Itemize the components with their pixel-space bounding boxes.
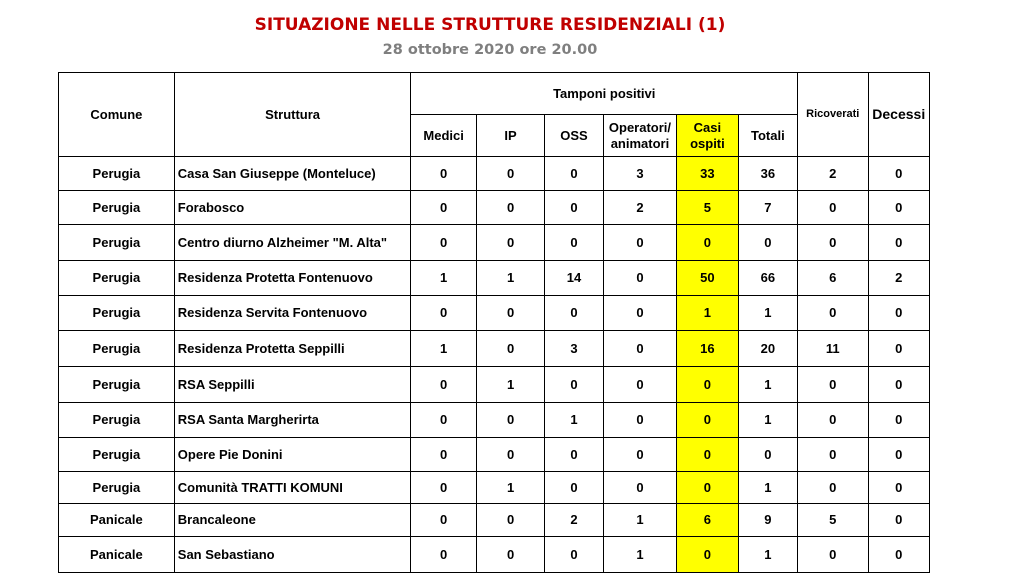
cell-casi: 0 — [677, 438, 738, 472]
cell-oss: 2 — [545, 504, 603, 537]
cell-comune: Perugia — [59, 331, 175, 367]
cell-oss: 0 — [545, 191, 603, 225]
header-ip: IP — [476, 115, 544, 157]
cell-totali: 20 — [738, 331, 797, 367]
cell-struttura: Forabosco — [174, 191, 411, 225]
cell-decessi: 2 — [868, 261, 929, 296]
cell-casi: 0 — [677, 472, 738, 504]
cell-oss: 3 — [545, 331, 603, 367]
cell-totali: 0 — [738, 225, 797, 261]
header-operatori-line1: Operatori/ — [608, 119, 672, 135]
cell-operatori: 1 — [603, 537, 677, 573]
cell-struttura: Residenza Protetta Seppilli — [174, 331, 411, 367]
cell-oss: 0 — [545, 157, 603, 191]
cell-ricoverati: 0 — [798, 403, 868, 438]
cell-totali: 1 — [738, 367, 797, 403]
residential-structures-table — [58, 72, 930, 573]
page-title: SITUAZIONE NELLE STRUTTURE RESIDENZIALI (1) — [254, 15, 726, 35]
cell-operatori: 0 — [603, 367, 677, 403]
cell-comune: Panicale — [59, 504, 175, 537]
table-row — [59, 472, 930, 504]
cell-operatori: 0 — [603, 261, 677, 296]
cell-casi: 0 — [677, 367, 738, 403]
table-row — [59, 191, 930, 225]
cell-decessi: 0 — [868, 537, 929, 573]
cell-medici: 1 — [411, 261, 476, 296]
cell-oss: 14 — [545, 261, 603, 296]
cell-ricoverati: 0 — [798, 296, 868, 331]
cell-ip: 0 — [476, 438, 544, 472]
cell-struttura: RSA Santa Margherirta — [174, 403, 411, 438]
cell-ricoverati: 0 — [798, 537, 868, 573]
cell-comune: Panicale — [59, 537, 175, 573]
cell-medici: 0 — [411, 504, 476, 537]
header-operatori-line2: animatori — [610, 135, 670, 151]
cell-comune: Perugia — [59, 191, 175, 225]
cell-operatori: 0 — [603, 225, 677, 261]
cell-medici: 0 — [411, 191, 476, 225]
cell-comune: Perugia — [59, 438, 175, 472]
cell-totali: 7 — [738, 191, 797, 225]
cell-operatori: 0 — [603, 472, 677, 504]
cell-casi: 1 — [677, 296, 738, 331]
cell-casi: 50 — [677, 261, 738, 296]
table-row — [59, 261, 930, 296]
table-row — [59, 403, 930, 438]
cell-casi: 6 — [677, 504, 738, 537]
cell-casi: 0 — [677, 225, 738, 261]
cell-totali: 9 — [738, 504, 797, 537]
cell-decessi: 0 — [868, 438, 929, 472]
cell-totali: 1 — [738, 296, 797, 331]
header-decessi: Decessi — [868, 73, 929, 157]
cell-medici: 1 — [411, 331, 476, 367]
cell-ricoverati: 5 — [798, 504, 868, 537]
header-oss: OSS — [545, 115, 603, 157]
cell-ip: 0 — [476, 157, 544, 191]
cell-casi: 5 — [677, 191, 738, 225]
cell-comune: Perugia — [59, 225, 175, 261]
cell-oss: 0 — [545, 438, 603, 472]
cell-oss: 0 — [545, 225, 603, 261]
cell-struttura: RSA Seppilli — [174, 367, 411, 403]
cell-ip: 0 — [476, 403, 544, 438]
header-casi-line2: ospiti — [690, 135, 725, 151]
cell-ricoverati: 0 — [798, 367, 868, 403]
cell-decessi: 0 — [868, 191, 929, 225]
cell-totali: 1 — [738, 537, 797, 573]
cell-comune: Perugia — [59, 157, 175, 191]
cell-struttura: Brancaleone — [174, 504, 411, 537]
cell-decessi: 0 — [868, 504, 929, 537]
cell-casi: 33 — [677, 157, 738, 191]
cell-ricoverati: 0 — [798, 472, 868, 504]
cell-ricoverati: 11 — [798, 331, 868, 367]
cell-comune: Perugia — [59, 367, 175, 403]
cell-operatori: 2 — [603, 191, 677, 225]
cell-ip: 0 — [476, 225, 544, 261]
table-row — [59, 331, 930, 367]
cell-medici: 0 — [411, 225, 476, 261]
cell-medici: 0 — [411, 157, 476, 191]
header-casi-line1: Casi — [693, 119, 722, 135]
cell-ip: 1 — [476, 261, 544, 296]
cell-decessi: 0 — [868, 225, 929, 261]
header-tamponi-positivi: Tamponi positivi — [411, 73, 798, 115]
cell-operatori: 0 — [603, 296, 677, 331]
cell-decessi: 0 — [868, 367, 929, 403]
cell-ricoverati: 2 — [798, 157, 868, 191]
cell-medici: 0 — [411, 296, 476, 331]
table-row — [59, 157, 930, 191]
cell-oss: 0 — [545, 537, 603, 573]
cell-struttura: Casa San Giuseppe (Monteluce) — [174, 157, 411, 191]
cell-ip: 1 — [476, 367, 544, 403]
cell-totali: 36 — [738, 157, 797, 191]
header-casi-ospiti — [677, 115, 738, 157]
cell-comune: Perugia — [59, 261, 175, 296]
cell-operatori: 0 — [603, 331, 677, 367]
cell-operatori: 3 — [603, 157, 677, 191]
cell-struttura: Residenza Protetta Fontenuovo — [174, 261, 411, 296]
table-row — [59, 296, 930, 331]
cell-struttura: Opere Pie Donini — [174, 438, 411, 472]
cell-struttura: Comunità TRATTI KOMUNI — [174, 472, 411, 504]
header-totali: Totali — [738, 115, 797, 157]
cell-operatori: 0 — [603, 438, 677, 472]
cell-medici: 0 — [411, 438, 476, 472]
cell-decessi: 0 — [868, 472, 929, 504]
cell-decessi: 0 — [868, 157, 929, 191]
cell-ricoverati: 0 — [798, 225, 868, 261]
cell-medici: 0 — [411, 537, 476, 573]
cell-decessi: 0 — [868, 331, 929, 367]
cell-ip: 0 — [476, 296, 544, 331]
cell-ip: 0 — [476, 537, 544, 573]
cell-ricoverati: 0 — [798, 438, 868, 472]
header-ricoverati: Ricoverati — [798, 73, 868, 157]
cell-comune: Perugia — [59, 403, 175, 438]
table-row — [59, 438, 930, 472]
header-comune: Comune — [59, 73, 175, 157]
cell-oss: 1 — [545, 403, 603, 438]
cell-ip: 1 — [476, 472, 544, 504]
header-medici: Medici — [411, 115, 476, 157]
cell-ip: 0 — [476, 504, 544, 537]
cell-decessi: 0 — [868, 296, 929, 331]
table-row — [59, 367, 930, 403]
cell-comune: Perugia — [59, 472, 175, 504]
cell-totali: 0 — [738, 438, 797, 472]
cell-totali: 1 — [738, 403, 797, 438]
page-subtitle: 28 ottobre 2020 ore 20.00 — [382, 42, 598, 58]
cell-casi: 16 — [677, 331, 738, 367]
cell-ip: 0 — [476, 191, 544, 225]
cell-operatori: 1 — [603, 504, 677, 537]
table-row — [59, 504, 930, 537]
table-row — [59, 537, 930, 573]
table-row — [59, 225, 930, 261]
cell-medici: 0 — [411, 403, 476, 438]
header-struttura: Struttura — [174, 73, 411, 157]
cell-struttura: Residenza Servita Fontenuovo — [174, 296, 411, 331]
cell-totali: 1 — [738, 472, 797, 504]
cell-casi: 0 — [677, 403, 738, 438]
cell-struttura: San Sebastiano — [174, 537, 411, 573]
header-operatori — [603, 115, 677, 157]
cell-ip: 0 — [476, 331, 544, 367]
cell-totali: 66 — [738, 261, 797, 296]
cell-struttura: Centro diurno Alzheimer "M. Alta" — [174, 225, 411, 261]
cell-ricoverati: 0 — [798, 191, 868, 225]
cell-oss: 0 — [545, 296, 603, 331]
table-body — [59, 157, 930, 573]
cell-decessi: 0 — [868, 403, 929, 438]
cell-operatori: 0 — [603, 403, 677, 438]
cell-casi: 0 — [677, 537, 738, 573]
cell-ricoverati: 6 — [798, 261, 868, 296]
cell-medici: 0 — [411, 367, 476, 403]
cell-oss: 0 — [545, 472, 603, 504]
cell-oss: 0 — [545, 367, 603, 403]
cell-medici: 0 — [411, 472, 476, 504]
cell-comune: Perugia — [59, 296, 175, 331]
